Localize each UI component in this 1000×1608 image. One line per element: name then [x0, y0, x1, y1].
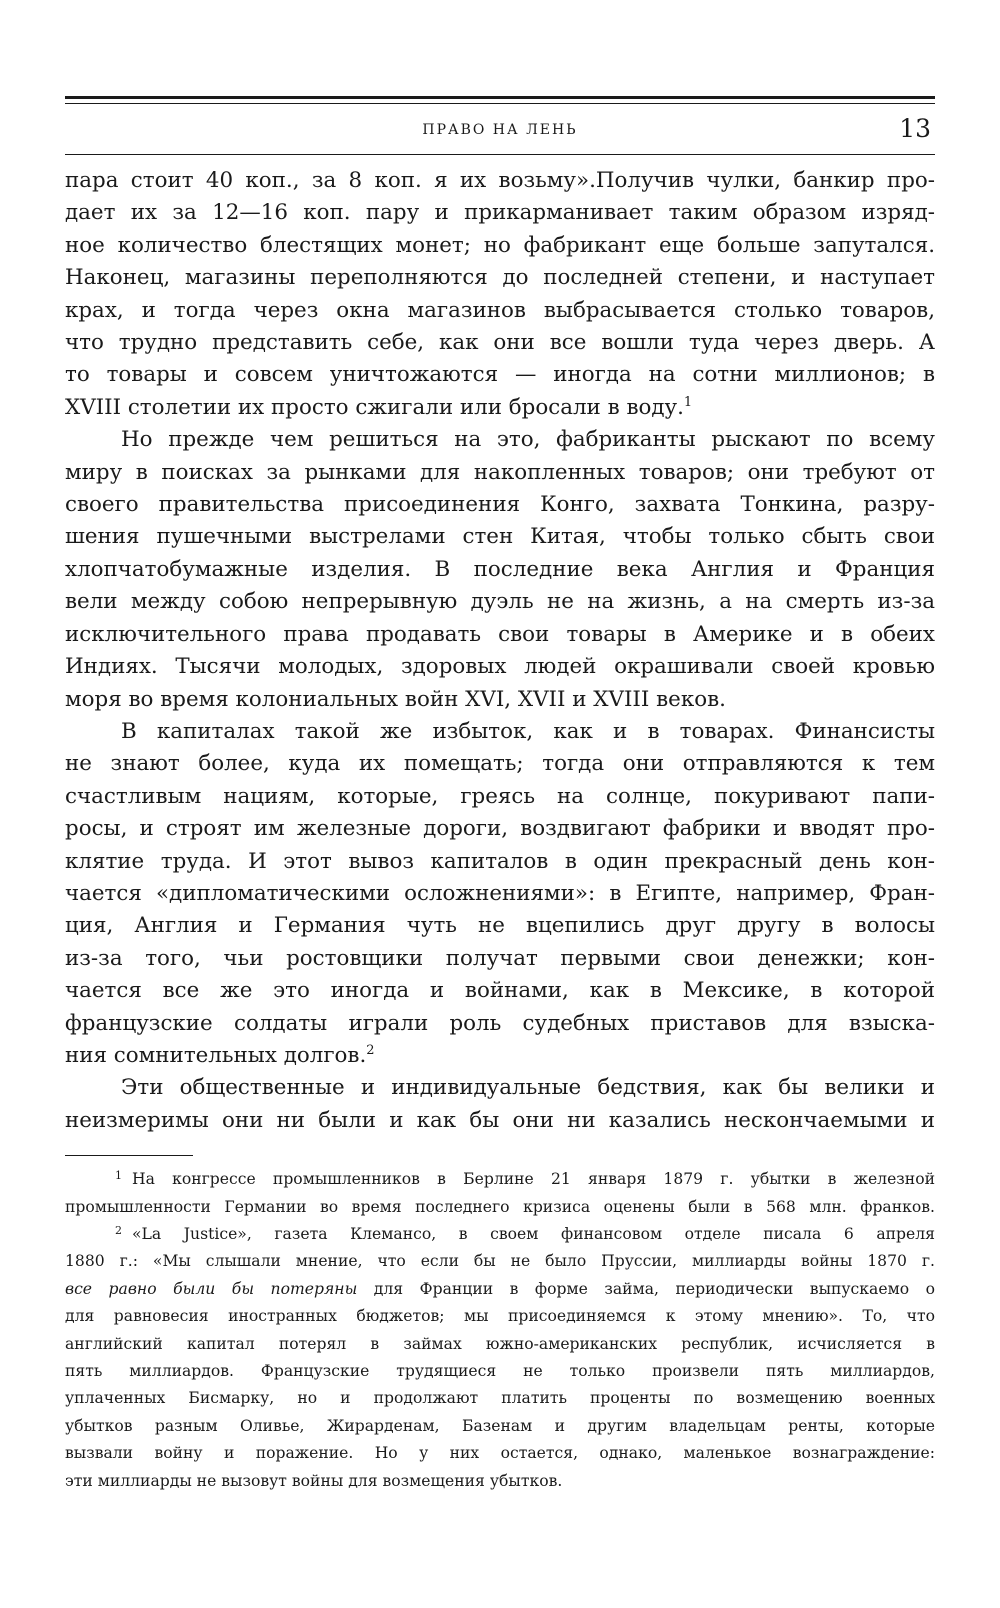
text-line: ция, Англия и Германия чуть не вцепились друг другу в волосы: [65, 913, 935, 939]
text-line: Индиях. Тысячи молодых, здоровых людей окрашивали своей кровью: [65, 654, 935, 680]
text-line: моря во время колониальных войн XVI, XVII и XVIII веков.: [65, 686, 726, 712]
footnote-text: «La Justice», газета Клемансо, в своем финансовом отделе писала 6 апреля: [132, 1225, 935, 1243]
footnote-line: пять миллиардов. Французские трудящиеся не только произвели пять миллиардов,: [65, 1362, 935, 1381]
footnote-reference[interactable]: 2: [366, 1042, 375, 1058]
footnote-line: промышленности Германии во время последнего кризиса оценены были в 568 млн. франков.: [65, 1197, 935, 1216]
main-text: [65, 165, 935, 1137]
running-title: ПРАВО НА ЛЕНЬ: [422, 122, 578, 138]
book-page: [65, 96, 935, 1495]
text-line: не знают более, куда их помещать; тогда они отправляются к тем: [65, 751, 935, 777]
text-line-content: ния сомнительных долгов.: [65, 1042, 367, 1068]
footnote-line: 1880 г.: «Мы слышали мнение, что если бы не было Пруссии, миллиарды войны 1870 г.: [65, 1252, 935, 1271]
page-number: 13: [899, 114, 931, 143]
footnote-line: английский капитал потерял в займах южно-американских республик, исчисляется в: [65, 1334, 935, 1353]
text-line: клятие труда. И этот вывоз капиталов в один прекрасный день кон-: [65, 848, 935, 874]
text-line: чается все же это иногда и войнами, как в Мексике, в которой: [65, 978, 935, 1004]
footnote-italic-phrase: все равно были бы потеряны: [65, 1279, 358, 1298]
footnote-line: уплаченных Бисмарку, но и продолжают платить проценты по возмещению военных: [65, 1389, 935, 1408]
text-line: Наконец, магазины переполняются до последней степени, и наступает: [65, 265, 935, 291]
text-line: исключительного права продавать свои товары в Америке и в обеих: [65, 621, 935, 647]
text-line: хлопчатобумажные изделия. В последние века Англия и Франция: [65, 556, 935, 582]
footnote-text: На конгрессе промышленников в Берлине 21 января 1879 г. убытки в железной: [132, 1170, 935, 1189]
text-line: [65, 1040, 935, 1072]
text-line: В капиталах такой же избыток, как и в товарах. Финансисты: [121, 718, 935, 744]
text-line: вели между собою непрерывную дуэль не на жизнь, а на смерть из-за: [65, 589, 935, 615]
footnote-line: эти миллиарды не вызовут войны для возмещения убытков.: [65, 1471, 563, 1490]
footnote-reference[interactable]: 1: [683, 394, 693, 410]
text-line: [65, 392, 935, 424]
text-line: неизмеримы они ни были и как бы они ни казались нескончаемыми и: [65, 1107, 935, 1133]
running-header: [65, 104, 935, 154]
text-line: ное количество блестящих монет; но фабрикант еще больше запутался.: [65, 232, 935, 258]
text-line: своего правительства присоединения Конго, захвата Тонкина, разру-: [65, 492, 935, 518]
text-line: что трудно представить себе, как они все вошли туда через дверь. А: [65, 330, 935, 356]
footnote-line: [65, 1166, 935, 1193]
text-line: чается «дипломатическими осложнениями»: в Египте, например, Фран-: [65, 880, 935, 906]
text-line: то товары и совсем уничтожаются — иногда на сотни миллионов; в: [65, 362, 935, 388]
text-line: пара стоит 40 коп., за 8 коп. я их возьму».Получив чулки, банкир про-: [65, 168, 935, 193]
text-line-content: XVIII столетии их просто сжигали или бросали в воду.: [65, 394, 684, 420]
footnote-line: [65, 1221, 935, 1248]
footnote-marker: 2: [115, 1224, 122, 1237]
text-line: дает их за 12—16 коп. пару и прикарманивает таким образом изряд-: [65, 200, 935, 226]
footnote-line: вызвали войну и поражение. Но у них остается, однако, маленькое вознаграждение:: [65, 1444, 935, 1463]
footnote-line: для равновесия иностранных бюджетов; мы присоединяемся к этому мнению». То, что: [65, 1307, 935, 1326]
text-line: Но прежде чем решиться на это, фабриканты рыскают по всему: [121, 427, 935, 453]
text-line: счастливым нациям, которые, греясь на солнце, покуривают папи-: [65, 783, 935, 809]
text-line: крах, и тогда через окна магазинов выбрасывается столько товаров,: [65, 297, 935, 323]
text-line: росы, и строят им железные дороги, воздвигают фабрики и вводят про-: [65, 816, 935, 842]
header-underline: [65, 154, 935, 155]
footnote-line: убытков разным Оливье, Жирарденам, Базенам и другим владельцам ренты, которые: [65, 1416, 935, 1435]
footnotes: [65, 1166, 935, 1495]
footnote-text: для Франции в форме займа, периодически выпускаемо о: [357, 1279, 935, 1298]
text-line: миру в поисках за рынками для накопленных товаров; они требуют от: [65, 459, 935, 485]
footnote-line: [65, 1276, 935, 1303]
footnote-marker: 1: [115, 1169, 122, 1183]
text-line: из-за того, чьи ростовщики получат первыми свои денежки; кон-: [65, 945, 935, 971]
header-rule-thick: [65, 96, 935, 99]
text-line: французские солдаты играли роль судебных приставов для взыска-: [65, 1010, 935, 1036]
text-line: шения пушечными выстрелами стен Китая, чтобы только сбыть свои: [65, 524, 935, 550]
text-line: Эти общественные и индивидуальные бедствия, как бы велики и: [121, 1075, 935, 1101]
footnote-separator: [65, 1155, 193, 1156]
